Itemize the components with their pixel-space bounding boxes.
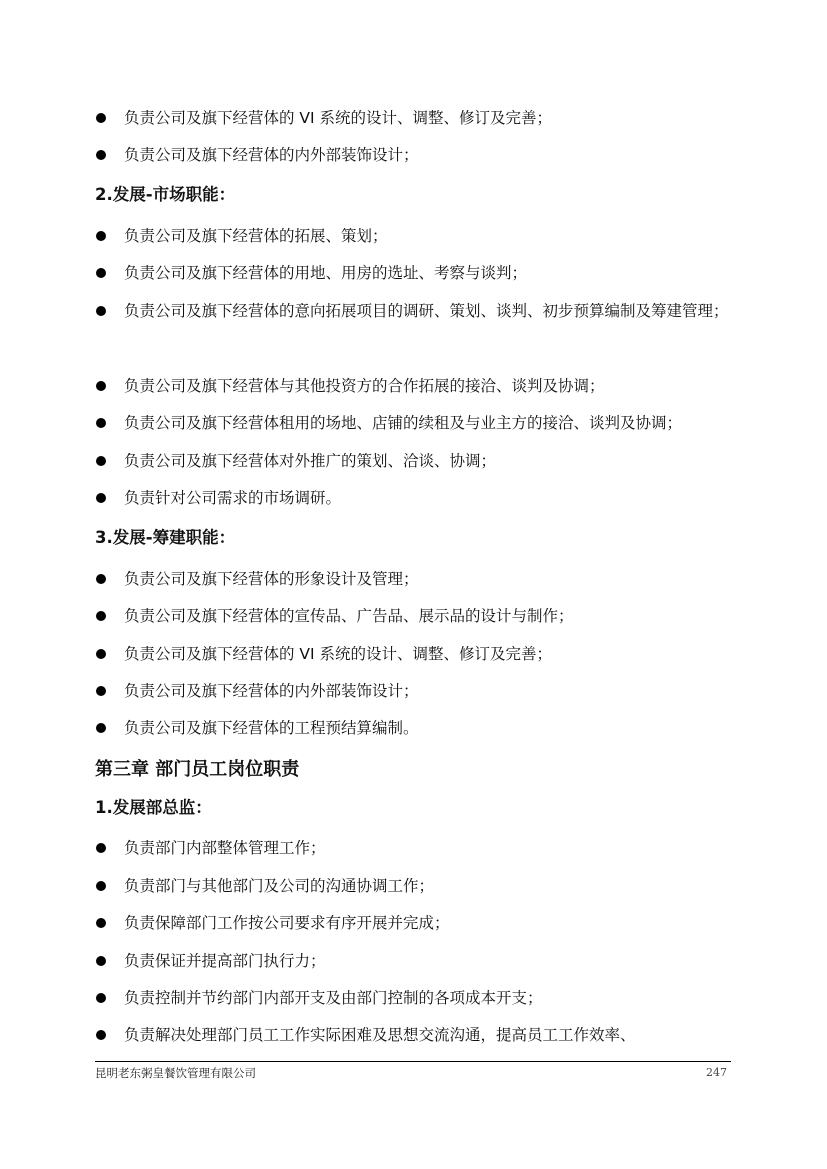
list-item-text: 负责保证并提高部门执行力；: [124, 952, 326, 970]
list-item-text: 负责公司及旗下经营体的工程预结算编制。: [124, 719, 419, 737]
bullet-icon: [96, 918, 106, 928]
list-item-text: 负责公司及旗下经营体与其他投资方的合作拓展的接洽、谈判及协调；: [124, 377, 605, 395]
bullet-icon: [96, 881, 106, 891]
bullet-icon: [96, 723, 106, 733]
bullet-icon: [96, 611, 106, 621]
list-item-text: 负责保障部门工作按公司要求有序开展并完成；: [124, 914, 450, 932]
bullet-icon: [96, 418, 106, 428]
list-item: [96, 368, 736, 405]
bullet-icon: [96, 381, 106, 391]
list-item: [96, 137, 736, 174]
footer-company-name: 昆明老东粥皇餐饮管理有限公司: [95, 1066, 256, 1080]
footer-divider: [95, 1061, 731, 1062]
list-item: [96, 905, 736, 942]
list-item: [96, 443, 736, 480]
list-item: [96, 218, 736, 255]
bullet-icon: [96, 231, 106, 241]
list-item-text: 负责公司及旗下经营体的拓展、策划；: [124, 227, 388, 245]
list-item: [96, 561, 736, 598]
section-heading-market: 2.发展-市场职能：: [95, 185, 236, 204]
list-item: [96, 480, 736, 517]
list-item: [96, 830, 736, 867]
list-item-text: 负责公司及旗下经营体的 VI 系统的设计、调整、修订及完善；: [124, 109, 553, 127]
bullet-icon: [96, 686, 106, 696]
list-item: [96, 943, 736, 980]
bullet-icon: [96, 150, 106, 160]
bullet-icon: [96, 993, 106, 1003]
list-item: [96, 405, 736, 442]
chapter-title: 第三章 部门员工岗位职责: [95, 759, 300, 780]
bullet-icon: [96, 843, 106, 853]
bullet-icon: [96, 306, 106, 316]
list-item-text: 负责控制并节约部门内部开支及由部门控制的各项成本开支；: [124, 989, 543, 1007]
list-item: [96, 868, 736, 905]
bullet-icon: [96, 956, 106, 966]
bullet-icon: [96, 574, 106, 584]
list-item: [96, 1017, 736, 1054]
list-item: [96, 673, 736, 710]
list-item-text: 负责公司及旗下经营体的用地、用房的选址、考察与谈判；: [124, 264, 528, 282]
list-item-text: 负责公司及旗下经营体的内外部装饰设计；: [124, 146, 419, 164]
list-item: [96, 598, 736, 635]
list-item-text: 负责部门与其他部门及公司的沟通协调工作；: [124, 877, 435, 895]
list-item-text: 负责公司及旗下经营体的 VI 系统的设计、调整、修订及完善；: [124, 645, 553, 663]
list-item: [96, 636, 736, 673]
list-item-text: 负责公司及旗下经营体的意向拓展项目的调研、策划、谈判、初步预算编制及筹建管理；: [124, 302, 729, 320]
bullet-icon: [96, 456, 106, 466]
list-item: [96, 293, 736, 330]
list-item-text: 负责解决处理部门员工工作实际困难及思想交流沟通，提高员工工作效率、: [124, 1026, 636, 1044]
list-item-text: 负责公司及旗下经营体的内外部装饰设计；: [124, 682, 419, 700]
list-item: [96, 255, 736, 292]
list-item-text: 负责公司及旗下经营体租用的场地、店铺的续租及与业主方的接洽、谈判及协调；: [124, 414, 683, 432]
bullet-icon: [96, 268, 106, 278]
list-item: [96, 100, 736, 137]
bullet-icon: [96, 1030, 106, 1040]
section-heading-director: 1.发展部总监：: [95, 798, 212, 817]
list-item: [96, 710, 736, 747]
list-item-text: 负责公司及旗下经营体对外推广的策划、洽谈、协调；: [124, 452, 497, 470]
section-heading-construction: 3.发展-筹建职能：: [95, 528, 236, 547]
list-item: [96, 980, 736, 1017]
bullet-icon: [96, 113, 106, 123]
bullet-icon: [96, 493, 106, 503]
page-number: 247: [706, 1066, 727, 1079]
list-item-text: 负责公司及旗下经营体的形象设计及管理；: [124, 570, 419, 588]
list-item-text: 负责部门内部整体管理工作；: [124, 839, 326, 857]
list-item-text: 负责针对公司需求的市场调研。: [124, 489, 342, 507]
list-item-text: 负责公司及旗下经营体的宣传品、广告品、展示品的设计与制作；: [124, 607, 574, 625]
bullet-icon: [96, 649, 106, 659]
